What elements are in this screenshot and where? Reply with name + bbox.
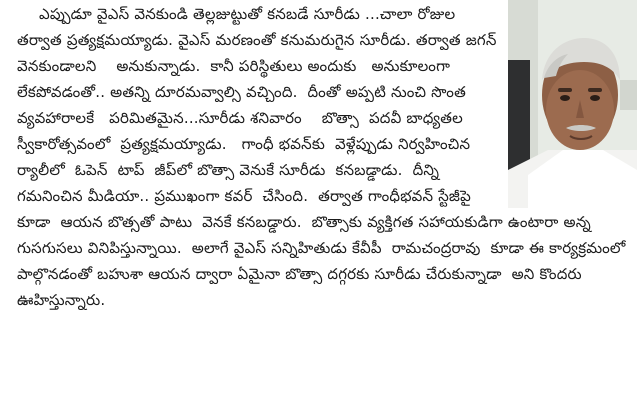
article-text-line: కూడా ఆయన బొత్సతో పాటు వెనకే కనబడ్డారు. బొత్సాకు వ్యక్తిగత సహాయకుడిగా ఉంటారా అన్న (17, 213, 591, 231)
article-text-line: వెనకుండాలని అనుకున్నాడు. కానీ పరిస్థితులు అందుకు అనుకూలంగా (17, 57, 451, 75)
news-photo (508, 0, 637, 208)
article-text-line: వ్యవహారాలకే పరిమితమైన...సూరీడు శనివారం బొత్సా పదవీ బాధ్యతల (17, 109, 463, 127)
article-text-line: గమనించిన మీడియా.. ప్రముఖంగా కవర్ చేసింది. తర్వాత గాంధీభవన్ స్టేజీపై (17, 187, 471, 205)
article-text-line: ఊహిస్తున్నారు. (17, 291, 106, 309)
article-text-line: ర్యాలీలో ఓపెన్ టాప్ జీప్‌లో బొత్సా వెనుకే సూరీడు కనబడ్డాడు. దీన్ని (17, 161, 440, 179)
article-text-line: పాల్గొనడంతో బహుశా ఆయన ద్వారా ఏమైనా బొత్సా దగ్గరకు సూరీడు చేరుకున్నాడా అని కొందరు (17, 265, 582, 283)
article-text-line: గుసగుసలు వినిపిస్తున్నాయి. అలాగే వైఎస్ సన్నిహితుడు కేవీపీ రామచంద్రరావు కూడా ఈ కార్యక్రమంలో (17, 239, 626, 257)
article-text-line: స్వీకారోత్సవంలో ప్రత్యక్షమయ్యాడు. గాంధీ భవన్‌కు వెళ్లేప్పుడు నిర్వహించిన (17, 135, 471, 153)
photo-of-man-image (508, 0, 637, 208)
article-text-line: తర్వాత ప్రత్యక్షమయ్యాడు. వైఎస్ మరణంతో కనుమరుగైన సూరీడు. తర్వాత జగన్ (17, 31, 497, 49)
article-text-line: ఎప్పుడూ వైఎస్ వెనకుండి తెల్లజుట్టుతో కనబడే సూరీడు ...చాలా రోజుల (39, 5, 456, 23)
article-text-line: లేకపోవడంతో.. అతన్ని దూరమవ్వాల్సి వచ్చింది. దీంతో అప్పటి నుంచి సొంత (17, 83, 466, 101)
